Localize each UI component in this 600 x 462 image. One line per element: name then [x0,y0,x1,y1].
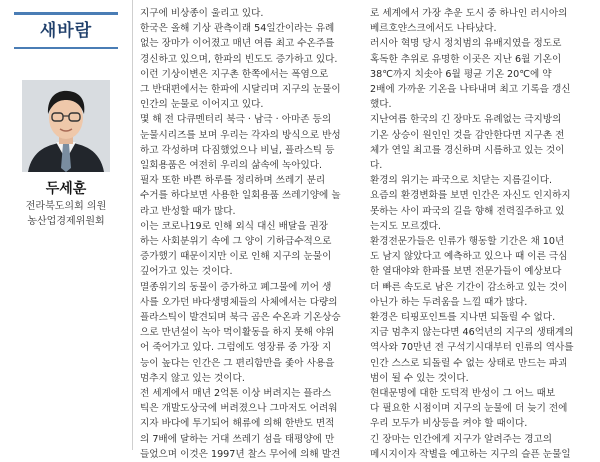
article-text-line: 했다. [370,99,392,111]
article-text-line: 멸종위기의 동물이 증가하고 폐그물에 끼어 생 [140,281,332,293]
article-text-line: 현대문명에 대한 도덕적 반성이 그 어느 때보 [370,388,556,400]
article-text-line: 경신하고 있으며, 한파의 빈도도 증가하고 있다. [140,53,338,65]
article-text-line: 틱은 개발도상국에 버려졌으나 그마저도 어려워 [140,403,338,415]
article-text-line: 메시지이자 작별을 예고하는 지구의 슬픈 눈물일 [370,448,571,460]
portrait-icon [22,80,110,172]
article-text-line: 다 필요한 시점이며 지구의 눈물에 더 늦기 전에 [370,403,568,415]
article-text-line: 플라스틱이 발견되며 북극 곰은 수온과 기온상승 [140,312,341,324]
article-text-line: 수거를 하다보면 사용한 일회용품 쓰레기양에 놀 [140,190,341,202]
article-text-line: 한 열대야와 한파를 보면 전문가들이 예상보다 [370,266,562,278]
article-text-line: 눈물시리즈를 보며 우리는 각자의 방식으로 반성 [140,129,341,141]
article-text-line: 능이 높다는 인간은 그 편리함만을 좇아 사용을 [140,357,335,369]
article-text-line: 일회용품은 여전히 우리의 삶속에 녹아있다. [140,160,323,172]
article-text-line: 아닌가 하는 두려움을 느낄 때가 많다. [370,296,528,308]
article-text-line: 어 죽어가고 있다. 그럼에도 영장류 중 가장 지 [140,342,332,354]
article-text-line: 라고 반성할 때가 많다. [140,205,236,217]
article-text-line: 한국은 올해 기상 관측이래 54일간이라는 유례 [140,23,335,35]
article-text-line: 긴 장마는 인간에게 지구가 알려주는 경고의 [370,433,553,445]
article-text-line: 의 7배에 달하는 거대 쓰레기 섬을 태평양에 만 [140,433,335,445]
article-text-line: 필자 또한 바쁜 하루를 정리하며 쓰레기 분리 [140,175,326,187]
article-text-line: 못하는 사이 파국의 길을 향해 전력질주하고 있 [370,205,565,217]
article-text-line: 혹독한 추위로 유명한 이곳은 지난 6월 기온이 [370,53,562,65]
article-text-line: 인간 스스로 되돌릴 수 없는 상태로 만드는 파괴 [370,357,568,369]
article-text-line: 전 세계에서 매년 2억톤 이상 버려지는 플라스 [140,388,332,400]
article-text-line: 하고 각성하며 다짐했었으나 비닐, 플라스틱 등 [140,144,335,156]
article-text-line: 지난여름 한국의 긴 장마도 유례없는 극지방의 [370,114,562,126]
column-title: 새바람 [14,12,118,49]
article-column-1 [140,6,352,462]
article-text-line: 하는 사회분위기 속에 그 양이 기하급수적으로 [140,236,332,248]
author-role-line-2: 농산업경제위원회 [27,216,105,227]
article-text-line: 2배에 가까운 기온을 나타내며 최고 기록을 갱신 [370,84,571,96]
article-text-line: 38℃까지 치솟아 6월 평균 기온 20℃에 약 [370,68,552,80]
article-text-line: 환경전문가들은 인류가 행동할 기간은 채 10년 [370,236,565,248]
article-text-line: 으로 만년설이 녹아 먹이활동을 하지 못해 야위 [140,327,335,339]
author-sidebar [0,0,133,450]
article-text-line: 더 빠른 속도로 남은 기간이 감소하고 있는 것이 [370,281,568,293]
article-text-line: 없는 장마가 이어졌고 매년 여름 최고 수온주를 [140,38,335,50]
article-text-line: 역사와 70만년 전 구석기시대부터 인류의 역사를 [370,342,574,354]
article-text-line: 기온 상승이 원인인 것을 감안한다면 지구촌 전 [370,129,565,141]
article-text-line: 러시아 혁명 당시 정치범의 유배지였을 정도로 [370,38,562,50]
article-text-line: 증가했기 때문이지만 이로 인해 지구의 눈물이 [140,251,332,263]
article-text-line: 환경의 위기는 파국으로 치닫는 지름길이다. [370,175,553,187]
article-text-line: 몇 해 전 다큐멘터리 북극 · 남극 · 아마존 등의 [140,114,332,126]
article-text-line: 들었으며 이것은 1997년 찰스 무어에 의해 발견 [140,448,341,460]
article-text-line: 베르호얀스크에서도 나타났다. [370,23,497,35]
article-text-line: 로 세계에서 가장 추운 도시 중 하나인 러시아의 [370,8,568,19]
article-text-line: 이는 코로나19로 인해 외식 대신 배달을 권장 [140,220,329,232]
article-text-line: 사를 오가던 바다생명체들의 사체에서는 다량의 [140,296,338,308]
article-text-line: 체가 연일 최고를 경신하며 시름하고 있는 것이 [370,144,565,156]
article-text-line: 다. [370,160,383,172]
article-text-line: 우리 모두가 비상등을 켜야 할 때이다. [370,418,528,430]
article-text-line: 지자 바다에 투기되어 해류에 의해 한반도 면적 [140,418,335,430]
article-text-line: 멈추지 않고 있는 것이다. [140,372,245,384]
article-text-line: 그 반대편에서는 한파에 시달리며 지구의 눈물이 [140,84,341,96]
article-text-line: 도 남지 않았다고 예측하고 있으나 때 이른 극심 [370,251,568,263]
article-text-line: 지금 멈추지 않는다면 46억년의 지구의 생태계의 [370,327,574,339]
article-text-line: 는지도 모르겠다. [370,220,441,232]
article-text-line: 지구에 비상종이 울리고 있다. [140,8,264,19]
article-text-line: 인간의 눈물로 이어지고 있다. [140,99,264,111]
author-role-line-1: 전라북도의회 의원 [25,201,107,212]
article-text-line: 이런 기상이변은 지구촌 한쪽에서는 폭염으로 [140,68,329,80]
author-name: 두세훈 [45,181,87,197]
article-text-line: 환경은 티핑포인트를 지나면 되돌릴 수 없다. [370,312,556,324]
article-text-line: 깊어가고 있는 것이다. [140,266,233,278]
article-text-line: 범이 될 수 있는 것이다. [370,372,469,384]
author-portrait-photo [22,80,110,172]
article-text-line: 요즘의 환경변화를 보면 인간은 자신도 인지하지 [370,190,571,202]
article-column-2 [370,6,582,462]
